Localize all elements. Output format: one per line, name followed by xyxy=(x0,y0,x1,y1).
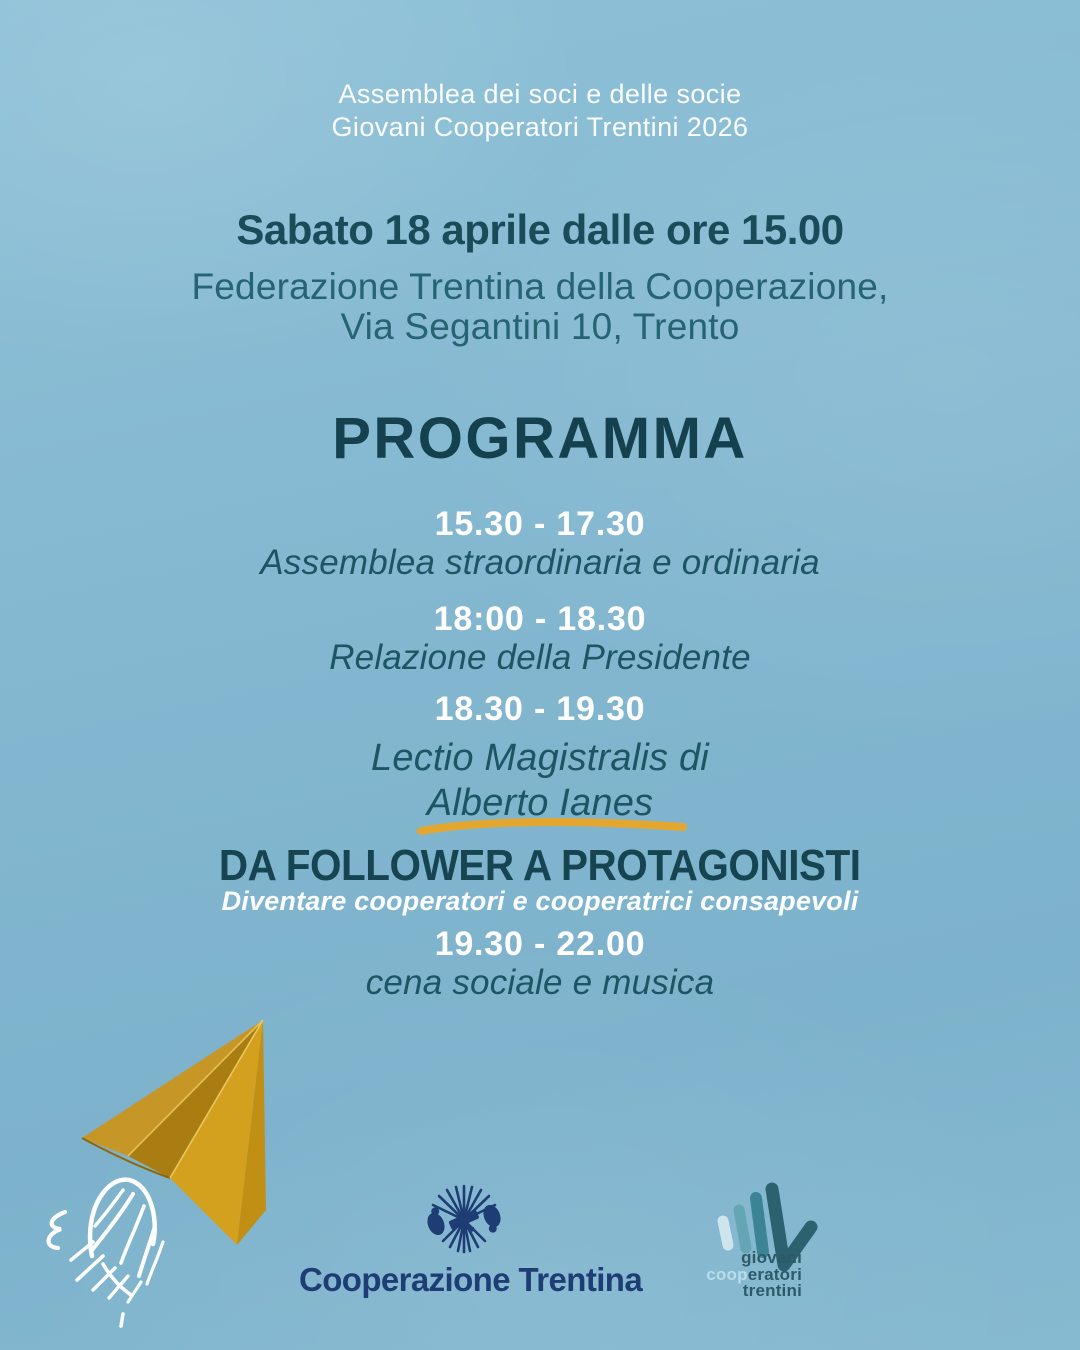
gct-eratori-dark: eratori xyxy=(747,1264,802,1284)
speaker-name: Alberto Ianes xyxy=(426,782,654,824)
gct-line-trentini: trentini xyxy=(742,1281,802,1300)
gct-coop-light: coop xyxy=(706,1264,748,1284)
schedule-time-2: 18:00 - 18.30 xyxy=(433,600,647,638)
schedule-desc-2: Relazione della Presidente xyxy=(329,638,751,677)
lecture-title xyxy=(0,841,1080,891)
lecture-title-text: DA FOLLOWER A PROTAGONISTI xyxy=(219,841,861,890)
lecture-subtitle: Diventare cooperatori e cooperatrici consapevoli xyxy=(221,886,859,916)
schedule-desc-4: cena sociale e musica xyxy=(365,963,715,1002)
giovani-cooperatori-wordmark xyxy=(706,1250,802,1300)
event-date: Sabato 18 aprile dalle ore 15.00 xyxy=(236,206,844,253)
gct-line-giovani: giovani xyxy=(741,1248,802,1267)
schedule-time-4: 19.30 - 22.00 xyxy=(434,925,646,963)
kicker-line1: Assemblea dei soci e delle socie xyxy=(338,79,742,109)
underline-highlight-icon xyxy=(415,816,690,840)
poster-kicker xyxy=(0,78,1080,144)
schedule-desc-1: Assemblea straordinaria e ordinaria xyxy=(260,543,820,582)
cooperazione-trentina-wordmark: Cooperazione Trentina xyxy=(299,1261,643,1298)
program-title: PROGRAMMA xyxy=(332,406,748,471)
schedule-desc-3: Lectio Magistralis di xyxy=(371,737,709,779)
schedule-time-1: 15.30 - 17.30 xyxy=(434,505,646,543)
cooperazione-trentina-logo xyxy=(299,1183,643,1299)
event-venue-line2: Via Segantini 10, Trento xyxy=(340,306,740,347)
kicker-line2: Giovani Cooperatori Trentini 2026 xyxy=(331,112,749,142)
schedule-time-3: 18.30 - 19.30 xyxy=(434,690,646,728)
cooperazione-trentina-emblem-icon xyxy=(423,1183,505,1255)
event-venue-line1: Federazione Trentina della Cooperazione, xyxy=(191,266,889,307)
paper-plane-illustration xyxy=(30,1003,290,1263)
giovani-cooperatori-trentini-logo xyxy=(690,1182,850,1322)
